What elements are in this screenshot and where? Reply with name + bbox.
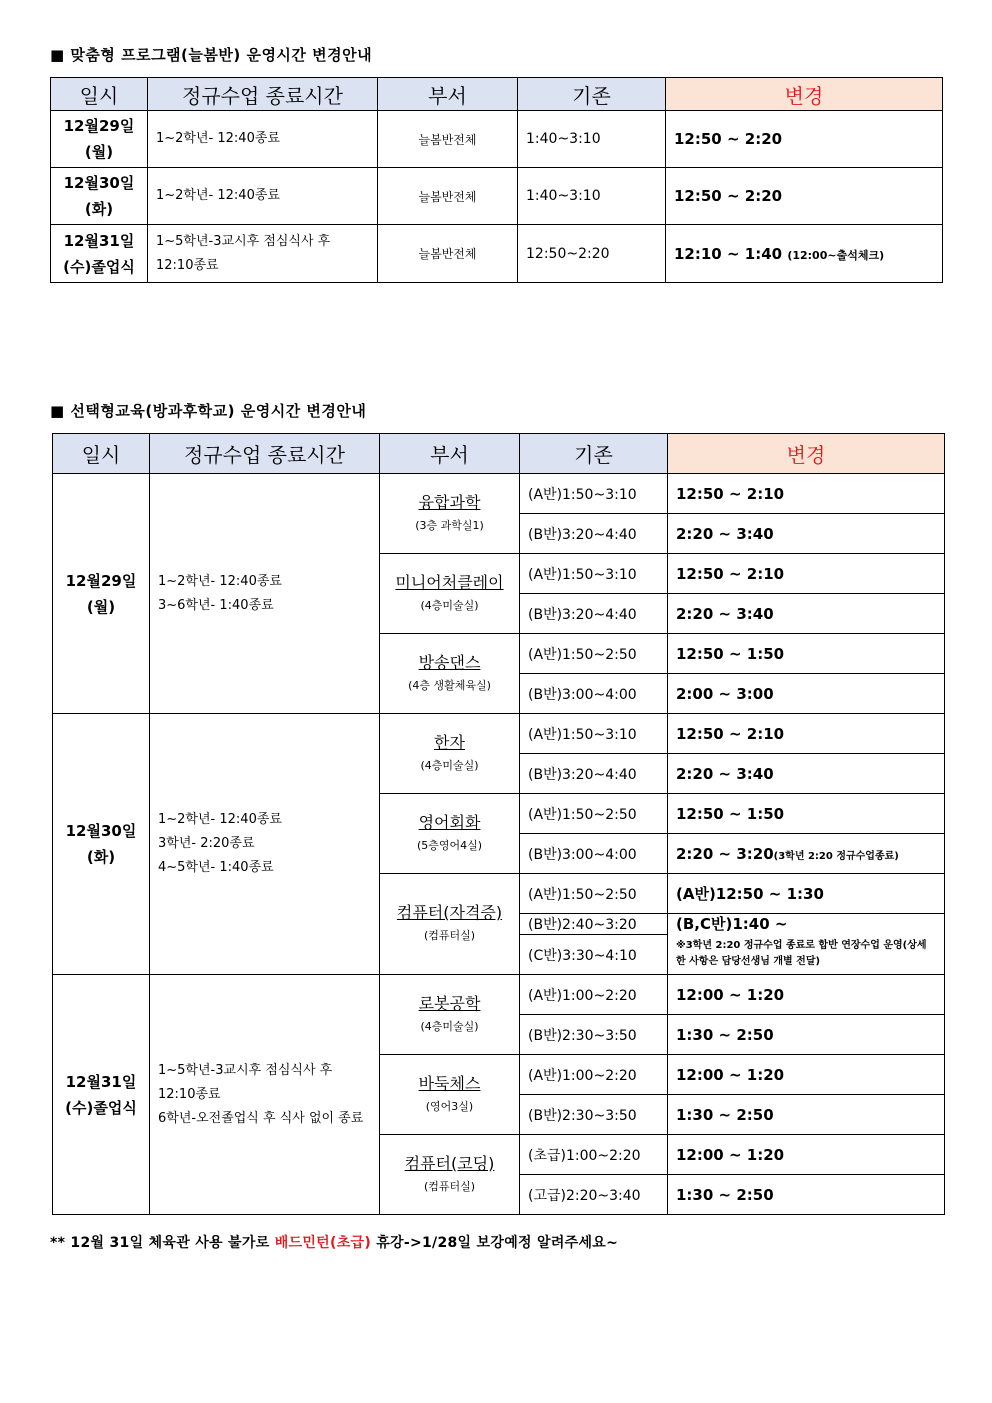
- slot-before: (B반)3:20~4:40: [520, 754, 668, 794]
- subject-name: 바둑체스: [418, 1073, 481, 1093]
- row-dept: 늘봄반전체: [378, 168, 518, 225]
- subject-room: (컴퓨터실): [423, 929, 476, 942]
- row-before: 1:40~3:10: [518, 111, 666, 168]
- row-before: 1:40~3:10: [518, 168, 666, 225]
- slot-before: (B반)3:00~4:00: [520, 674, 668, 714]
- subject-name: 영어회화: [418, 812, 481, 832]
- merge-note: ※3학년 2:20 정규수업 종료로 합반 연장수업 운영(상세한 사항은 담당선생님 개별 전달): [668, 935, 945, 975]
- slot-before: (A반)1:50~2:50: [520, 794, 668, 834]
- after-time: 12:10 ~ 1:40: [674, 244, 783, 263]
- end-line: 1~2학년- 12:40종료: [158, 812, 282, 827]
- subject-room: (컴퓨터실): [423, 1179, 476, 1193]
- subject-name: 방송댄스: [418, 652, 481, 672]
- row-date: 12월30일 (화): [51, 168, 148, 225]
- header-end-time: 정규수업 종료시간: [150, 434, 380, 474]
- subject-cell: [380, 874, 520, 975]
- end-line: 3~6학년- 1:40종료: [158, 597, 274, 613]
- subject-name: 컴퓨터(자격증): [396, 903, 503, 922]
- subject-cell: [380, 975, 520, 1055]
- header-dept: 부서: [380, 434, 520, 474]
- table-row: [51, 168, 943, 225]
- footnote: [50, 1232, 618, 1252]
- after-time: 12:50 ~ 2:20: [674, 187, 783, 205]
- slot-before: (B반)3:20~4:40: [520, 594, 668, 634]
- slot-before: (B반)2:30~3:50: [520, 1015, 668, 1055]
- row-end-time: 1~2학년- 12:40종료: [148, 111, 378, 168]
- slot-after: 2:20 ~ 3:40: [668, 754, 945, 794]
- slot-before: (B반)3:20~4:40: [520, 514, 668, 554]
- footnote-prefix: ** 12월 31일 체육관 사용 불가로: [50, 1235, 275, 1251]
- slot-after: 12:50 ~ 2:10: [668, 714, 945, 754]
- after-time: 2:20 ~ 3:20: [676, 844, 774, 863]
- slot-before: (고급)2:20~3:40: [520, 1175, 668, 1215]
- day-date: 12월30일 (화): [53, 714, 150, 975]
- day-date: 12월29일 (월): [53, 474, 150, 714]
- slot-after: 12:50 ~ 2:10: [668, 554, 945, 594]
- slot-after: 12:00 ~ 1:20: [668, 975, 945, 1015]
- subject-room: (4층 생활체육실): [408, 678, 491, 692]
- after-note: (3학년 2:20 정규수업종료): [773, 850, 899, 862]
- day-end-time: [150, 975, 380, 1215]
- slot-before: (A반)1:50~3:10: [520, 714, 668, 754]
- end-line: 1~5학년-3교시후 점심식사 후 12:10종료: [158, 1062, 333, 1102]
- section2-header-row: [53, 434, 945, 474]
- slot-after: 1:30 ~ 2:50: [668, 1175, 945, 1215]
- section1-header-row: [51, 78, 943, 111]
- end-line: 6학년-오전졸업식 후 식사 없이 종료: [158, 1110, 364, 1126]
- slot-after: 12:50 ~ 2:10: [668, 474, 945, 514]
- slot-after: 12:00 ~ 1:20: [668, 1055, 945, 1095]
- subject-name: 미니어처클레이: [395, 572, 504, 592]
- header-before: 기존: [518, 78, 666, 111]
- table-row: [53, 975, 945, 1015]
- slot-before: (B반)3:00~4:00: [520, 834, 668, 874]
- slot-before: (A반)1:00~2:20: [520, 1055, 668, 1095]
- slot-before: (C반)3:30~4:10: [520, 935, 668, 975]
- slot-before: (A반)1:50~3:10: [520, 474, 668, 514]
- subject-cell: [380, 634, 520, 714]
- header-date: 일시: [53, 434, 150, 474]
- section1-table: [50, 77, 943, 283]
- footnote-highlight: 배드민턴(초급): [274, 1235, 372, 1251]
- row-before: 12:50~2:20: [518, 225, 666, 283]
- slot-before: (A반)1:50~2:50: [520, 874, 668, 914]
- subject-room: (4층미술실): [420, 1019, 479, 1033]
- slot-after: 2:00 ~ 3:00: [668, 674, 945, 714]
- table-row: [53, 474, 945, 514]
- slot-after: 12:50 ~ 1:50: [668, 794, 945, 834]
- slot-after: 2:20 ~ 3:40: [668, 594, 945, 634]
- table-row: [53, 714, 945, 754]
- header-dept: 부서: [378, 78, 518, 111]
- table-row: [51, 111, 943, 168]
- row-after: [666, 225, 943, 283]
- header-before: 기존: [520, 434, 668, 474]
- day-end-time: [150, 714, 380, 975]
- subject-cell: [380, 554, 520, 634]
- header-date: 일시: [51, 78, 148, 111]
- row-date: 12월29일 (월): [51, 111, 148, 168]
- header-after: 변경: [666, 78, 943, 111]
- row-date: 12월31일 (수)졸업식: [51, 225, 148, 283]
- slot-after: 12:00 ~ 1:20: [668, 1135, 945, 1175]
- subject-name: 로봇공학: [418, 993, 481, 1013]
- footnote-suffix: 휴강->1/28일 보강예정 알려주세요~: [371, 1235, 619, 1251]
- slot-after: [668, 834, 945, 874]
- after-note: (12:00~출석체크): [787, 248, 885, 262]
- row-after: [666, 168, 943, 225]
- subject-cell: [380, 1135, 520, 1215]
- row-end-time: 1~5학년-3교시후 점심식사 후 12:10종료: [148, 225, 378, 283]
- end-line: 4~5학년- 1:40종료: [158, 860, 274, 875]
- slot-after: (A반)12:50 ~ 1:30: [668, 874, 945, 914]
- subject-cell: [380, 714, 520, 794]
- end-line: 3학년- 2:20종료: [158, 836, 255, 851]
- row-dept: 늘봄반전체: [378, 111, 518, 168]
- slot-before: (초급)1:00~2:20: [520, 1135, 668, 1175]
- subject-room: (4층미술실): [420, 758, 479, 772]
- subject-room: (영어3실): [425, 1099, 474, 1113]
- table-row: [51, 225, 943, 283]
- header-after: 변경: [668, 434, 945, 474]
- section2-title: ■ 선택형교육(방과후학교) 운영시간 변경안내: [50, 402, 367, 420]
- day-end-time: [150, 474, 380, 714]
- slot-before: (B반)2:30~3:50: [520, 1095, 668, 1135]
- subject-name: 컴퓨터(코딩): [404, 1153, 495, 1173]
- slot-after: 1:30 ~ 2:50: [668, 1015, 945, 1055]
- slot-after: 1:30 ~ 2:50: [668, 1095, 945, 1135]
- subject-cell: [380, 1055, 520, 1135]
- row-end-time: 1~2학년- 12:40종료: [148, 168, 378, 225]
- slot-after: 12:50 ~ 1:50: [668, 634, 945, 674]
- subject-name: 융합과학: [418, 492, 481, 512]
- subject-room: (4층미술실): [420, 598, 479, 612]
- section1-title: ■ 맞춤형 프로그램(늘봄반) 운영시간 변경안내: [50, 46, 373, 64]
- subject-room: (3층 과학실1): [415, 518, 484, 532]
- slot-after: (B,C반)1:40 ~: [668, 914, 945, 935]
- subject-cell: [380, 474, 520, 554]
- subject-name: 한자: [434, 732, 465, 752]
- row-dept: 늘봄반전체: [378, 225, 518, 283]
- subject-room: (5층영어4실): [416, 838, 483, 852]
- row-after: [666, 111, 943, 168]
- subject-cell: [380, 794, 520, 874]
- section2-table: [52, 433, 945, 1215]
- end-line: 1~2학년- 12:40종료: [158, 573, 282, 589]
- slot-before: (A반)1:50~3:10: [520, 554, 668, 594]
- slot-before: (A반)1:00~2:20: [520, 975, 668, 1015]
- header-end-time: 정규수업 종료시간: [148, 78, 378, 111]
- day-date: 12월31일 (수)졸업식: [53, 975, 150, 1215]
- slot-after: 2:20 ~ 3:40: [668, 514, 945, 554]
- slot-before: (A반)1:50~2:50: [520, 634, 668, 674]
- slot-before: (B반)2:40~3:20: [520, 914, 668, 935]
- after-time: 12:50 ~ 2:20: [674, 130, 783, 148]
